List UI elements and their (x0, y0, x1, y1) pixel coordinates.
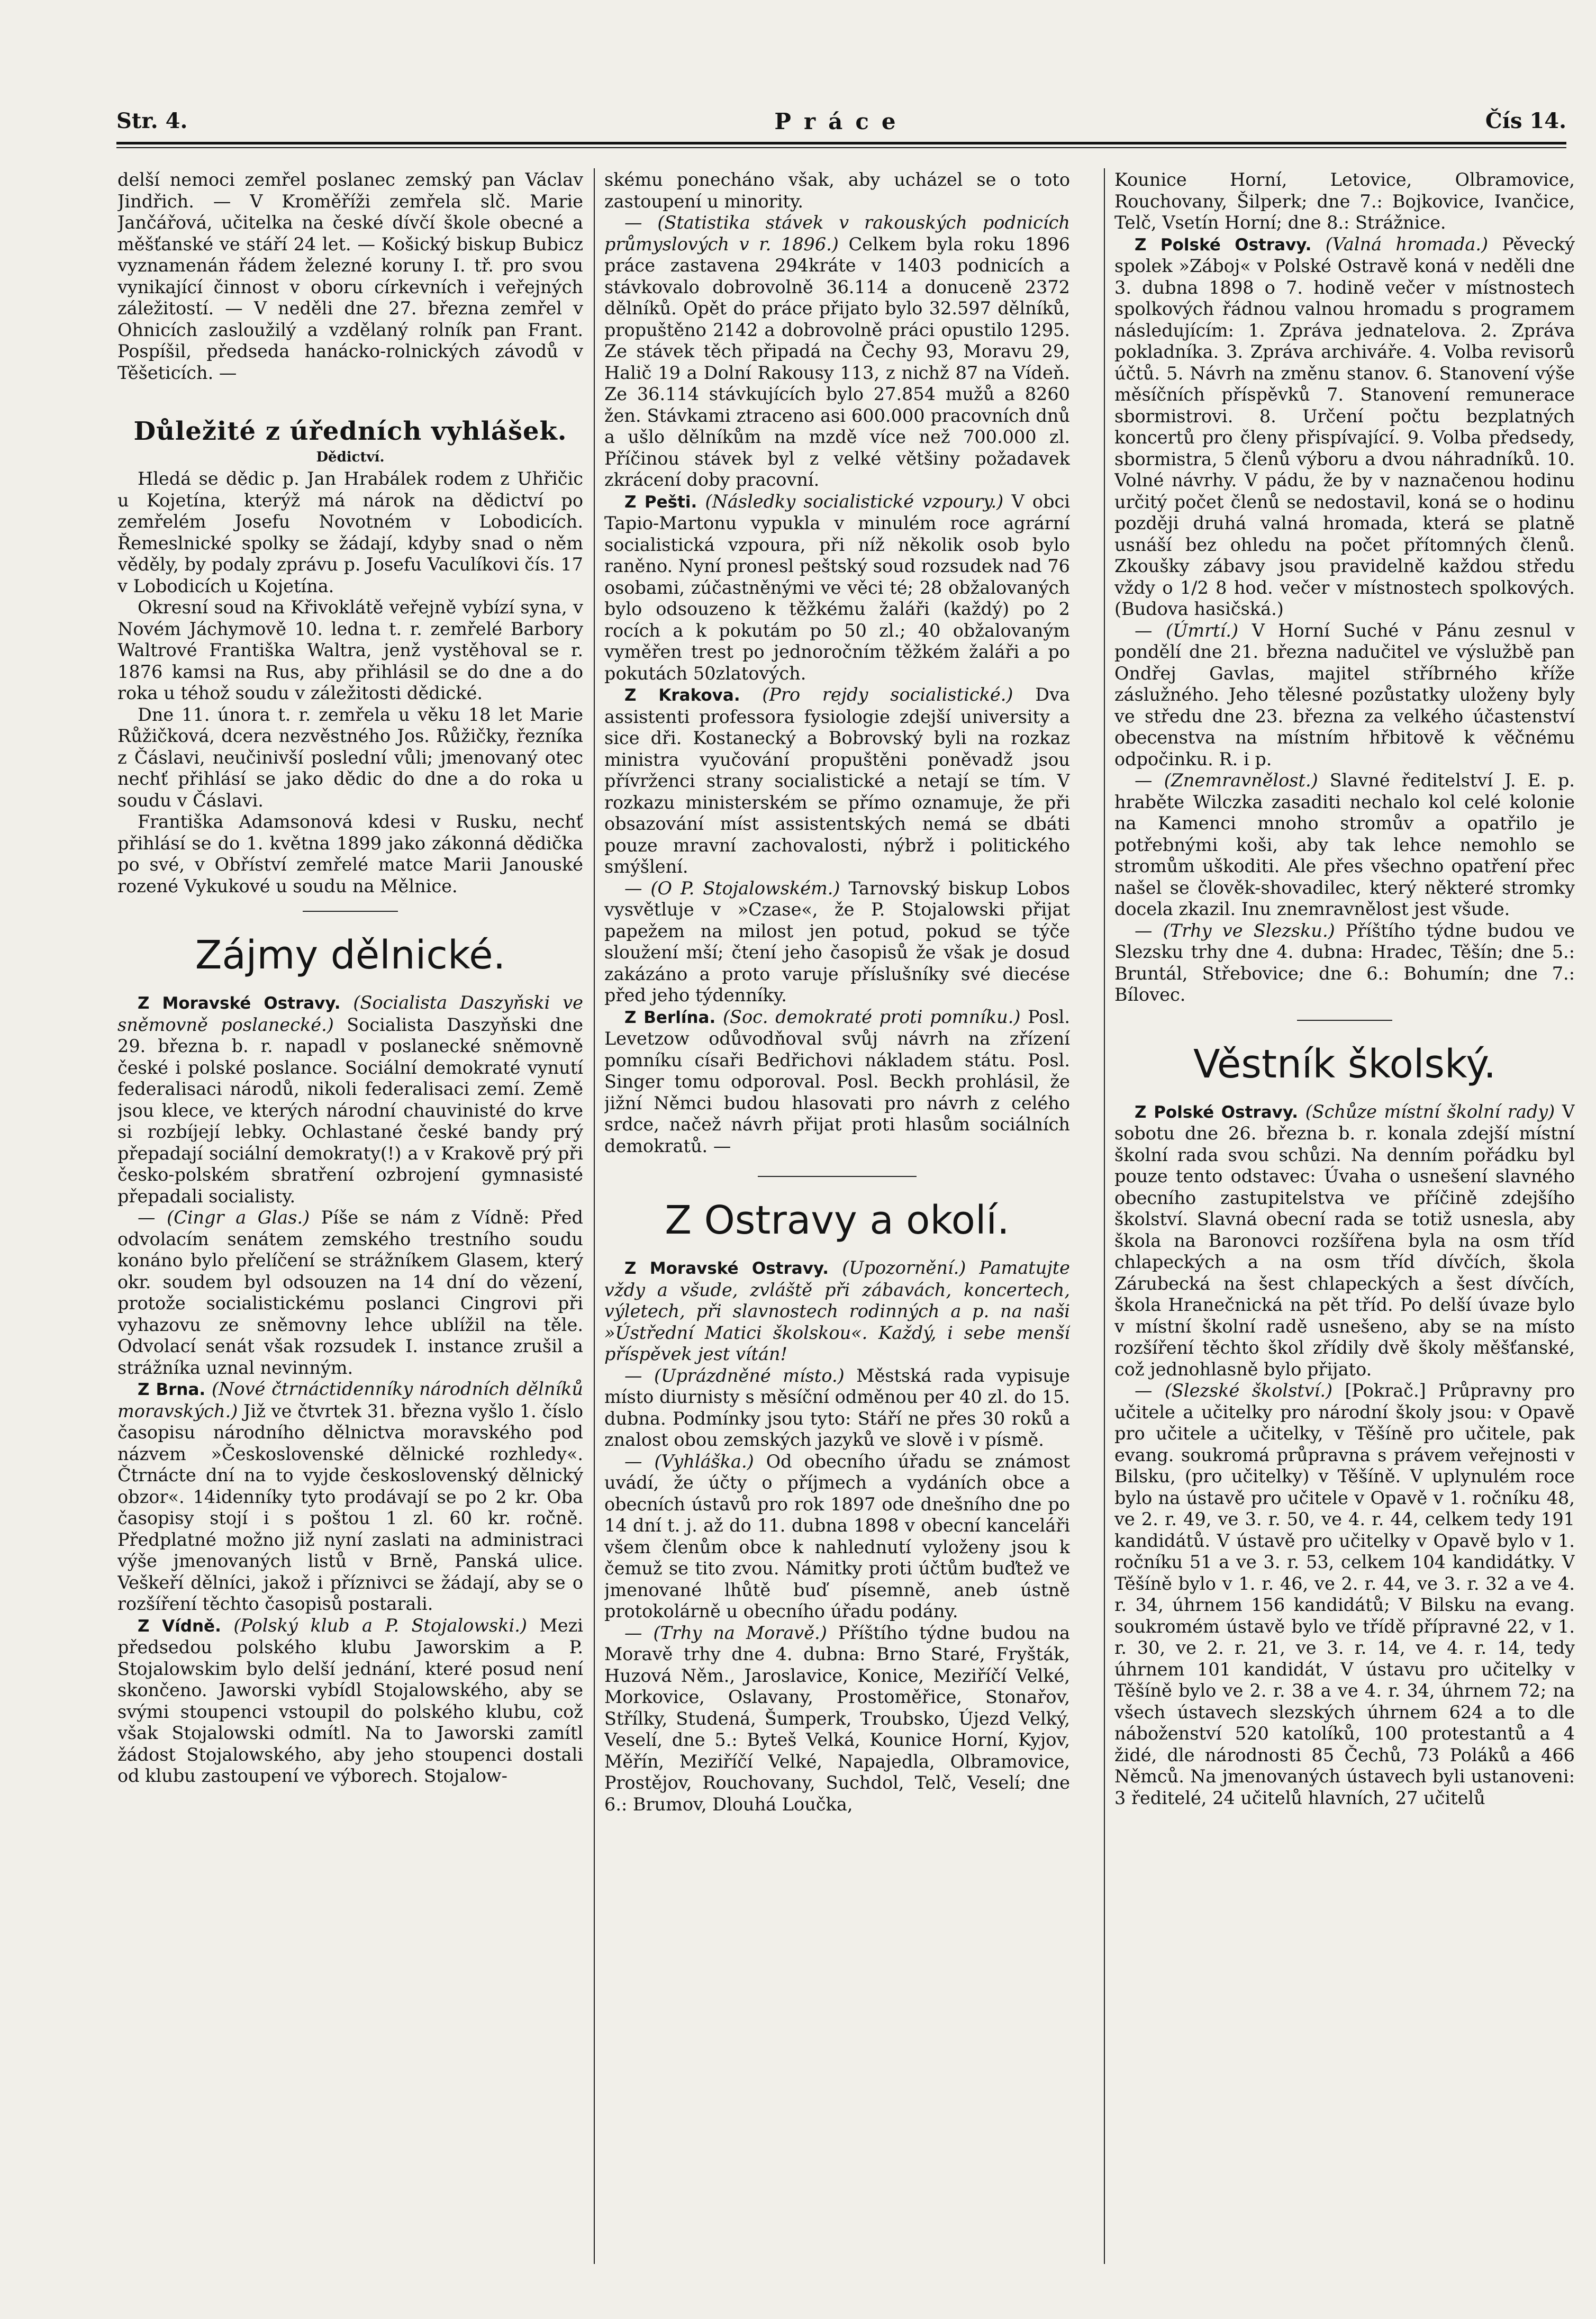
dateline: Z Polské Ostravy. (1135, 235, 1312, 255)
separator-rule (758, 1176, 917, 1177)
article-text: Celkem byla roku 1896 práce zastavena 294kráte v 1403 podnicích a stávkovalo dobrovolně 36.114 a donuceně 2372 dělníků. Opět do práce přijato bylo 32.597 dělníků, propuštěno 2142 a dobrovolně práci opustilo 1295. Ze stávek těch připadá na Čechy 93, Moravu 29, Halič 19 a Dolní Rakousy 113, z nichž 87 na Vídeň. Ze 36.114 stávkujících bylo 27.854 mužů a 8260 žen. Stávkami ztraceno asi 600.000 pracovních dnů a ušlo dělníkům na mzdě více než 700.000 zl. Příčinou stávek byl z velké většiny požadavek zkrácení doby pracovní. (604, 233, 1070, 490)
column-1 (117, 169, 583, 2260)
page-header (116, 108, 1566, 146)
dateline: Z Krakova. (624, 686, 740, 705)
article-paragraph (604, 684, 1070, 878)
section-heading-official: Důležité z úředních vyhlášek. (133, 416, 567, 446)
article-text: Mezi předsedou polského klubu Jaworskim a P. Stojalowskim bylo delší jednání, které posud není skončeno. Jaworski vybídl Stojalowského, aby se svými stoupenci vstoupil do polského klubu, což však Stojalowski odmítl. Na to Jaworski zamítl žádost Stojalowského, aby jeho stoupenci dostali od klubu zastoupení ve výborech. Stojalow- (117, 1615, 583, 1786)
article-text: [Pokrač.] Průpravny pro učitele a učitelky pro národní školy jsou: v Opavě pro učitele a učitelky, v Těšíně pro učitele, pak evang. soukromá průpravna s právem veřejnosti v Bilsku, (pro učitelky) v Těšíně. V uplynulém roce bylo na ústavě pro učitele v Opavě v 1. ročníku 48, ve 2. r. 49, ve 3. r. 50, ve 4. r. 44, celkem tedy 191 kandidátů. V ústavě pro učitelky v Opavě bylo v 1. ročníku 51 a ve 3. r. 53, celkem 104 kandidátky. V Těšíně bylo v 1. r. 46, ve 2. r. 44, ve 3. r. 32 a ve 4. r. 34, úhrnem 156 kandidátů; V Bilsku na evang. soukromém ústavě bylo ve třídě přípravné 22, v 1. r. 30, ve 2. r. 21, ve 3. r. 14, ve 4. r. 14, tedy úhrnem 101 kandidát, V ústavu pro učitelky v Těšíně bylo ve 2. r. 38 a ve 4. r. 34, úhrnem 72; na všech ústavech slezských úhrnem 624 a to dle náboženství 520 katolíků, 100 protestantů a 4 židé, dle národnosti 85 Čechů, 73 Poláků a 466 Němců. Na jmenovaných ústavech byli ustanoveni: 3 ředitelé, 24 učitelů hlavních, 27 učitelů (1114, 1380, 1575, 1808)
article-text: Píše se nám z Vídně: Před odvolacím senátem zemského trestního soudu konáno bylo přelíčení se strážníkem Glasem, který okr. soudem byl odsouzen na 14 dní do vězení, protože socialistickému poslanci Cingrovi při vyhazovu ze sněmovny lehce ublížil na těle. Odvolací senát však rozsudek I. instance zrušil a strážníka uznal nevinným. (117, 1207, 583, 1378)
dateline: Z Polské Ostravy. (1135, 1102, 1298, 1122)
separator-rule (303, 911, 398, 912)
article-paragraph: Okresní soud na Křivoklátě veřejně vybízí syna, v Novém Jáchymově 10. ledna t. r. zemřelé Barbory Waltrové Františka Waltra, jenž vystěhoval se r. 1876 kamsi na Rus, aby přihlásil se do dne a do roka u téhož soudu v záležitosti dědické. (117, 597, 583, 703)
dateline: Z Pešti. (624, 492, 697, 512)
dateline: Z Berlína. (624, 1008, 716, 1027)
column-divider-2 (1104, 168, 1105, 2264)
article-topic: — (Cingr a Glas.) (138, 1207, 310, 1228)
article-topic: — (Úmrtí.) (1135, 620, 1239, 641)
article-text: V Horní Suché v Pánu zesnul v pondělí dne 21. března nadučitel ve výslužbě pan Ondřej Gavlas, majitel stříbrného kříže záslužného. Jeho tělesné pozůstatky uloženy byly ve středu dne 23. března za velkého účastenství obecenstva na místním hřbitově k věčnému odpočinku. R. i p. (1114, 620, 1575, 769)
article-text: Příštího týdne budou na Moravě trhy dne 4. dubna: Brno Staré, Fryšták, Huzová Něm., Jaroslavice, Konice, Meziříčí Velké, Morkovice, Oslavany, Prostoměřice, Stonařov, Střílky, Studená, Šumperk, Troubsko, Újezd Velký, Veselí, dne 5.: Byteš Velká, Kounice Horní, Kyjov, Měřín, Meziříčí Velké, Napajedla, Olbramovice, Prostějov, Rouchovany, Suchdol, Telč, Veselí; dne 6.: Brumov, Dlouhá Loučka, (604, 1622, 1070, 1815)
article-continuation: delší nemoci zemřel poslanec zemský pan Václav Jindřich. — V Kroměříži zemřela slč. Marie Jančářová, učitelka na české dívčí škole obecné a měšťanské ve stáří 24 let. — Košický biskup Bubicz vyznamenán řádem železné koruny I. tř. pro svou vynikající činnost v oboru církevních i veřejných záležitostí. — V neděli dne 27. března zemřel v Ohnicích zasloužilý a vzdělaný rolník pan Frant. Pospíšil, předseda hanácko-rolnických závodů v Těšeticích. — (117, 169, 583, 383)
article-paragraph (604, 212, 1070, 491)
article-topic: (Pro rejdy socialistické.) (762, 684, 1013, 705)
article-paragraph (117, 992, 583, 1207)
article-continuation: Kounice Horní, Letovice, Olbramovice, Rouchovany, Šilperk; dne 7.: Bojkovice, Ivančice, Telč, Vsetín Horní; dne 8.: Strážnice. (1114, 169, 1575, 233)
article-paragraph (1114, 920, 1575, 1006)
page-number: Str. 4. (116, 108, 188, 133)
article-topic: — (Slezské školství.) (1135, 1380, 1333, 1401)
article-topic: (Socialista Daszyňski ve sněmovně poslanecké.) (117, 992, 583, 1035)
article-paragraph (117, 1615, 583, 1787)
article-text: Pamatujte vždy a všude, zvláště při zábavách, koncertech, výletech, při slavnostech rodinných a p. na naši »Ústřední Matici školskou«. Každý, i sebe menší příspěvek jest vítán! (604, 1257, 1070, 1364)
dateline: Z Moravské Ostravy. (138, 994, 341, 1013)
article-topic: (Upozornění.) (842, 1257, 966, 1278)
article-paragraph (604, 1451, 1070, 1623)
article-topic: — (O P. Stojalowském.) (624, 877, 840, 899)
article-text: Socialista Daszyňski dne 29. března b. r. napadl v poslanecké sněmovně české i polské poslance. Sociální demokraté vynutí federalisaci národů, nikoli federalisaci zemí. Země jsou klece, ve kterých národní chauvinisté do krve si rozbíjejí lebky. Ochlastané české bandy prý přepadají sociální demokraty(!) a v Krakově prý při česko-polském sbratření ozbrojení gymnasisté přepadali socialisty. (117, 1014, 583, 1207)
article-topic: (Schůze místní školní rady) (1305, 1101, 1555, 1122)
issue-number: Čís 14. (1485, 108, 1566, 133)
article-paragraph (604, 878, 1070, 1007)
article-paragraph (117, 1379, 583, 1615)
article-topic: — (Trhy na Moravě.) (624, 1622, 827, 1643)
section-heading-ostrava: Z Ostravy a okolí. (665, 1198, 1010, 1243)
article-topic: — (Trhy ve Slezsku.) (1135, 920, 1335, 941)
dateline: Z Moravské Ostravy. (624, 1259, 829, 1278)
article-paragraph (1114, 770, 1575, 920)
section-heading-labor: Zájmy dělnické. (195, 932, 506, 978)
article-text: Od obecního úřadu se známost uvádí, že účty o příjmech a vydáních obce a obecních ústavů pro rok 1897 ode dnešního dne po 14 dní t. j. až do 11. dubna 1898 v obecní kanceláři všem členům obce k nahlednutí vyloženy jsou k čemuž se tito zvou. Námitky proti účtům buďtež ve jmenované lhůtě buď písemně, aneb ústně protokolárně u obecního úřadu podány. (604, 1451, 1070, 1622)
article-paragraph (604, 1365, 1070, 1451)
article-topic: — (Statistika stávek v rakouských podnicích průmyslových v r. 1896.) (604, 212, 1070, 255)
article-topic: (Soc. demokraté proti pomníku.) (722, 1006, 1021, 1027)
dateline: Z Vídně. (138, 1616, 221, 1636)
header-rule-thin (116, 147, 1566, 148)
article-topic: — (Vyhláška.) (624, 1451, 754, 1472)
article-paragraph (1114, 1101, 1575, 1381)
article-text: Tarnovský biskup Lobos vysvětluje v »Czase«, že P. Stojalowski přijat papežem na milost jen potud, pokud se týče sloužení mší; čtení jeho časopisů že však je dosud zakázáno a proto varuje příslušníky své diecése před jeho týdenníky. (604, 877, 1070, 1005)
header-rule (116, 142, 1566, 144)
article-paragraph: Františka Adamsonová kdesi v Rusku, nechť přihlásí se do 1. května 1899 jako zákonná dědička po své, v Obříství zemřelé matce Marii Janouské rozené Vykukové u soudu na Mělnice. (117, 811, 583, 896)
article-text: Příštího týdne budou ve Slezsku trhy dne 4. dubna: Hradec, Těšín; dne 5.: Bruntál, Střebovice; dne 6.: Bohumín; dne 7.: Bílovec. (1114, 920, 1575, 1005)
article-topic: — (Znemravnělost.) (1135, 770, 1318, 791)
article-continuation: skému ponecháno však, aby ucházel se o toto zastoupení u minority. (604, 169, 1070, 212)
article-paragraph (604, 491, 1070, 685)
article-text: Již ve čtvrtek 31. března vyšlo 1. číslo časopisu národního dělnictva moravského pod názvem »Československé dělnické rozhledy«. Čtrnácte dní na to vyjde československý dělnický obzor«. 14idenníky tyto prodávají se po 2 kr. Oba časopisy stojí i s poštou 1 zl. 60 kr. ročně. Předplatné možno již nyní zaslati na administraci výše jmenovaných listů v Brně, Panská ulice. Veškeří dělníci, jakož i příznivci se žádají, aby se o rozšíření těchto časopisů postarali. (117, 1400, 583, 1614)
article-paragraph (117, 1207, 583, 1379)
newspaper-title: Práce (774, 108, 909, 134)
column-3 (1114, 169, 1575, 2260)
article-paragraph (1114, 234, 1575, 620)
article-text: Slavné ředitelství J. E. p. hraběte Wilczka zasaditi nechalo kol celé kolonie na Kamenci mnoho stromův a opatřilo je potřebnými koši, aby tak lehce nemohlo se stromům uškoditi. Ale přes všechno opatření přec našel se člověk-shovadilec, který některé stromky docela zkazil. Inu znemravnělost jest všude. (1114, 770, 1575, 919)
article-topic: — (Uprázdněné místo.) (624, 1365, 845, 1386)
article-paragraph: Hledá se dědic p. Jan Hrabálek rodem z Uhřičic u Kojetína, kterýž má nárok na dědictví po zemřelém Josefu Novotném v Lobodicích. Řemeslnické spolky se žádají, kdyby snad o něm věděly, by podaly zprávu p. Josefu Vaculíkovi čís. 17 v Lobodicích u Kojetína. (117, 468, 583, 596)
article-text: Posl. Levetzow odůvodňoval svůj návrh na zřízení pomníku císaři Bedřichovi nákladem státu. Posl. Singer tomu odporoval. Posl. Beckh prohlásil, že jižní Němci budou hlasovati pro návrh z celého srdce, načež návrh přijat proti hlasům sociálních demokratů. — (604, 1006, 1070, 1156)
article-text: V obci Tapio-Martonu vypukla v minulém roce agrární socialistická vzpoura, při níž několik osob bylo raněno. Nyní pronesl peštský soud rozsudek nad 76 osobami, zúčastněnými ve věci té; 28 obžalovaných bylo odsouzeno k těžkému žaláři (každý) po 2 rocích a k pokutám po 50 zl.; 40 obžalovaným vyměřen trest po jednoročním těžkém žaláři a po pokutách 50zlatových. (604, 491, 1070, 684)
article-paragraph (604, 1007, 1070, 1157)
column-divider-1 (594, 168, 595, 2264)
article-text: Městská rada vypisuje místo diurnisty s měsíční odměnou per 40 zl. do 15. dubna. Podmínky jsou tyto: Stáří ne přes 30 roků a znalost obou zemských jazyků ve slově i v písmě. (604, 1365, 1070, 1450)
article-paragraph (1114, 620, 1575, 771)
dateline: Z Brna. (138, 1380, 206, 1399)
separator-rule (1297, 1020, 1392, 1021)
column-2 (604, 169, 1070, 2260)
article-text: Pěvecký spolek »Záboj« v Polské Ostravě koná v neděli dne 3. dubna 1898 o 7. hodině večer v místnostech spolkových řádnou valnou hromadu s programem následujícím: 1. Zpráva jednatelova. 2. Zpráva pokladníka. 3. Zpráva archiváře. 4. Volba revisorů účtů. 5. Návrh na změnu stanov. 6. Stanovení výše měsíčních příspěvků 7. Stanovení remunerace sbormistrovi. 8. Určení počtu bezplatných koncertů pro členy přispívající. 9. Volba předsedy, sbormistra, 5 členů výboru a dvou náhradníků. 10. Volné návrhy. V pádu, že by v naznačenou hodinu určitý počet členů se nedostavil, koná se o hodinu později druhá valná hromada, která se platně usnáší bez ohledu na počet přítomných členů. Zkoušky zábavy jsou pravidelně každou středu vždy o 1/2 8 hod. večer v místnostech spolkových. (Budova hasičská.) (1114, 233, 1575, 619)
article-topic: (Polský klub a P. Stojalowski.) (233, 1615, 527, 1636)
article-topic: (Valná hromada.) (1325, 233, 1489, 255)
article-text: Dva assistenti professora fysiologie zdejší university a sice dři. Kostanecký a Bobrovský byli na rozkaz ministra vyučování propuštěni poněvadž jsou přívrženci strany socialistické a netají se tím. V rozkazu ministerském se přímo oznamuje, že při obsazování míst assistentských nemá se dbáti pouze mravní zachovalosti, nýbrž i politického smýšlení. (604, 684, 1070, 877)
subheading-inheritance: Dědictví. (316, 449, 385, 465)
article-paragraph: Dne 11. února t. r. zemřela u věku 18 let Marie Růžičková, dcera nezvěstného Jos. Růžičky, řezníka z Čáslavi, neučinivší poslední vůli; jmenovaný otec nechť přihlásí se jako dědic do dne a do roka u soudu v Čáslavi. (117, 704, 583, 811)
article-topic: (Následky socialistické vzpoury.) (705, 491, 1004, 512)
section-heading-school: Věstník školský. (1193, 1041, 1496, 1087)
article-paragraph (604, 1623, 1070, 1816)
article-paragraph (604, 1257, 1070, 1365)
article-topic: (Nové čtrnáctidenníky národních dělníků moravských.) (117, 1379, 583, 1421)
article-paragraph (1114, 1380, 1575, 1809)
article-text: V sobotu dne 26. března b. r. konala zdejší místní školní rada svou schůzi. Na denním pořádku byl pouze tento odstavec: Úvaha o usnešení slavného obecního zastupitelstva ve příčině zdejšího školství. Slavná obecní rada se totiž usnesla, aby škola na Baronovci rozšířena byla na osm tříd chlapeckých a na osm tříd dívčích, škola Zárubecká na šest chlapeckých a šest dívčích, škola Hranečnická na pět tříd. Po delší úvaze bylo v místní školní radě usnešeno, aby se na místo rozšíření těchto škol zřídily dvě školy měšťanské, což jednohlasně bylo přijato. (1114, 1101, 1575, 1380)
